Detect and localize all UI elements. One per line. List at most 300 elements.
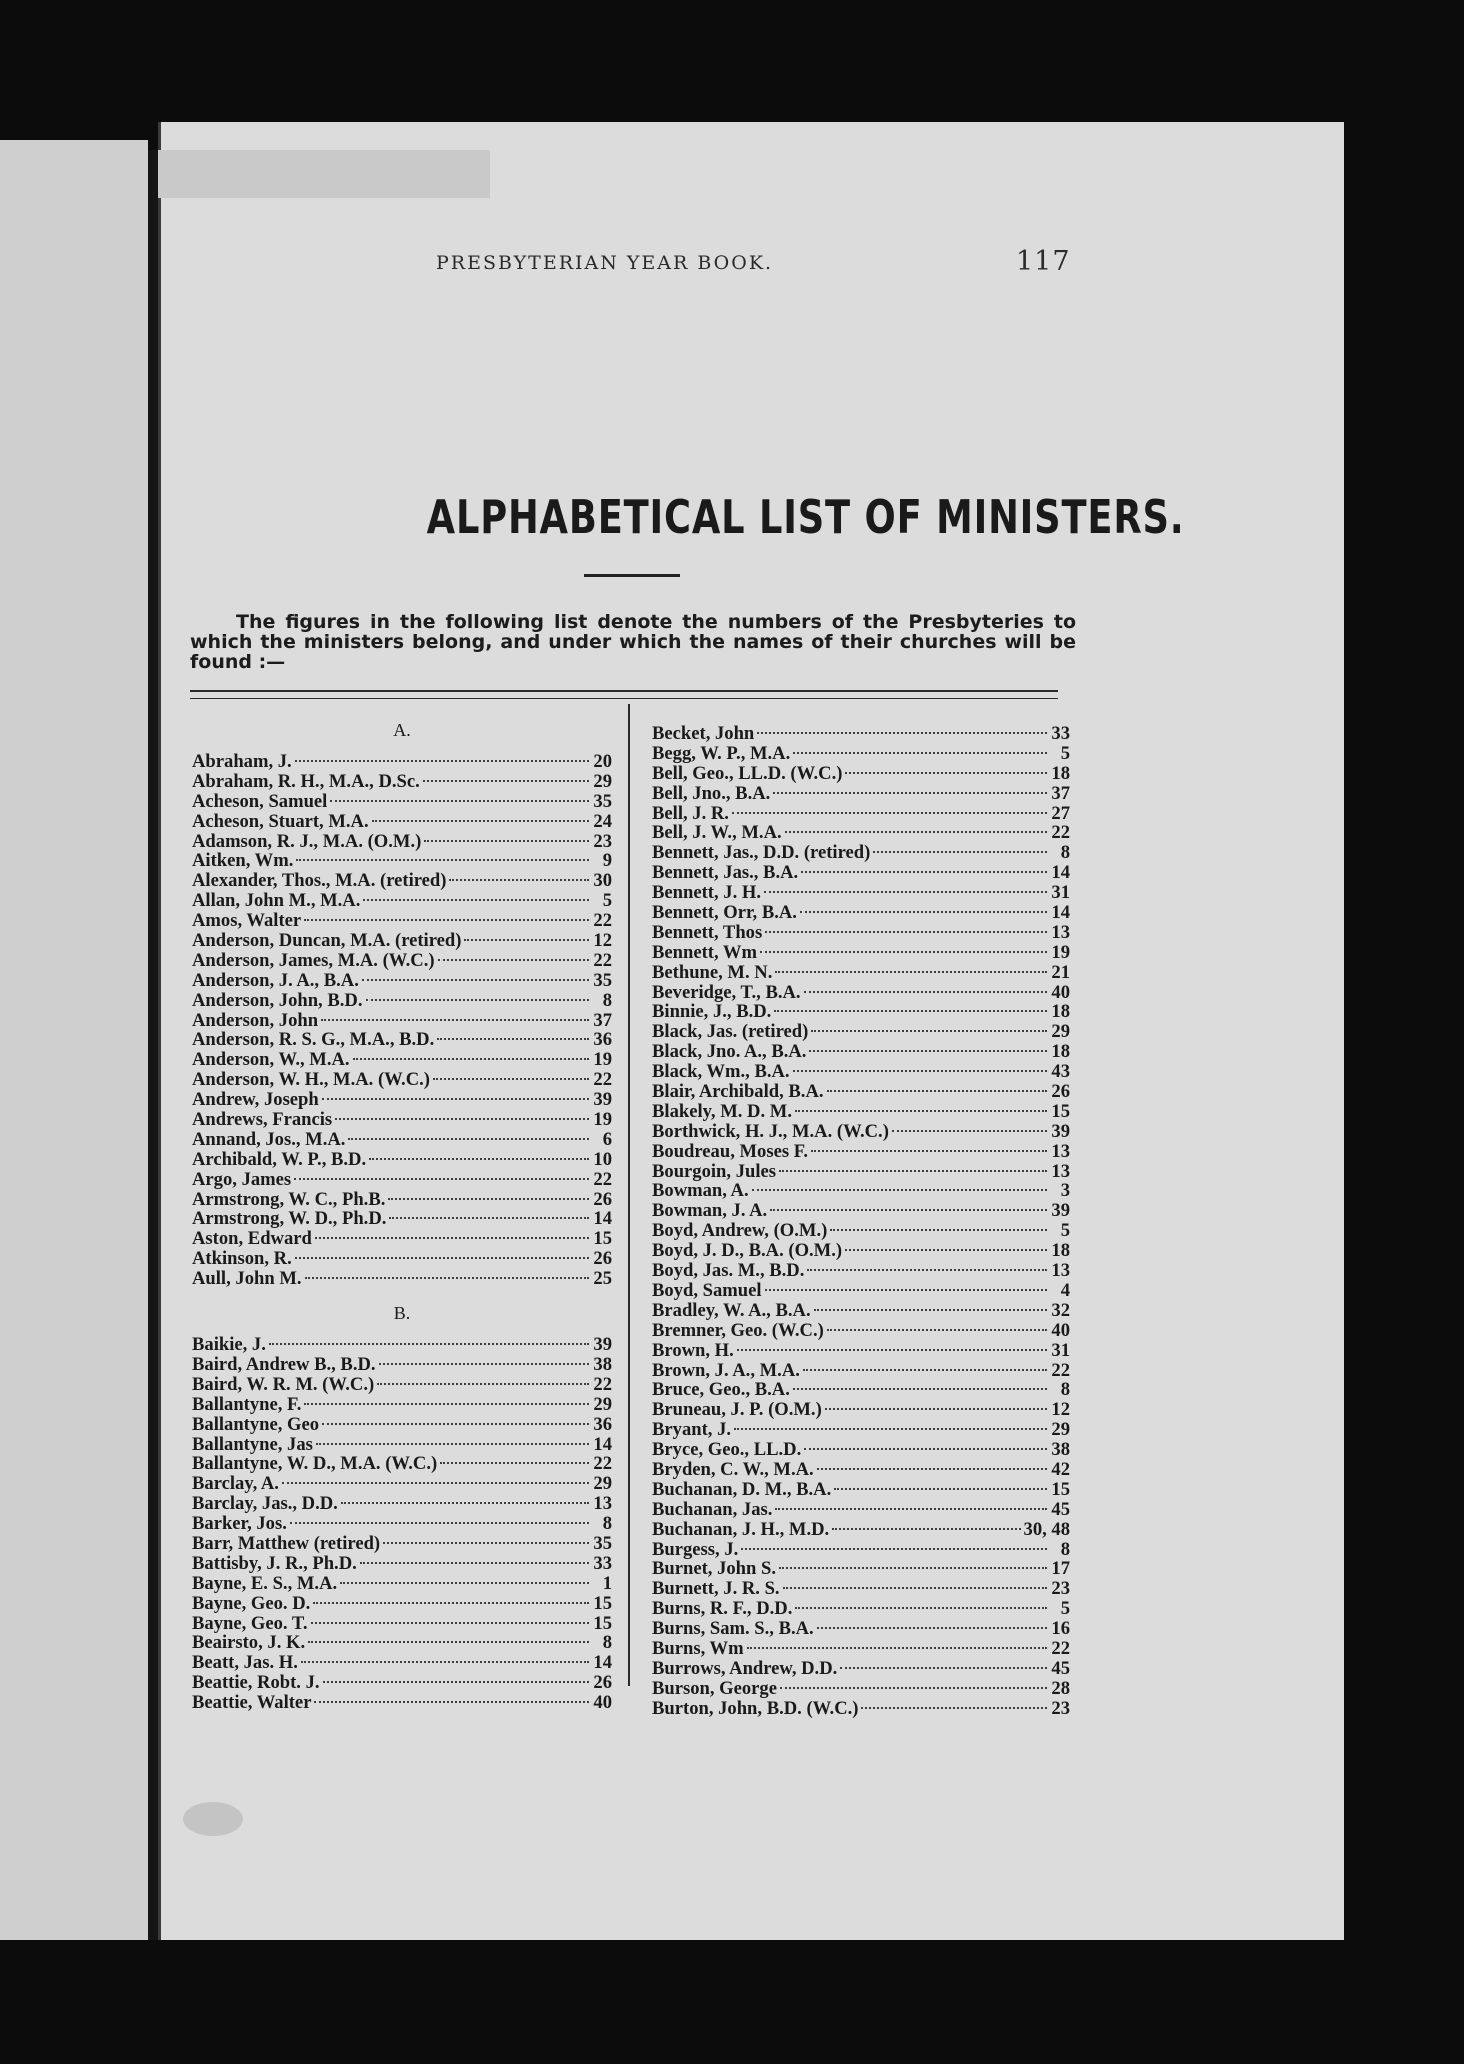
presbytery-number: 26 — [593, 1673, 612, 1694]
list-item — [192, 1395, 612, 1415]
minister-name: Anderson, Duncan, M.A. (retired) — [192, 931, 462, 951]
list-item — [192, 911, 612, 931]
list-item — [652, 1540, 1070, 1560]
presbytery-number: 22 — [593, 950, 612, 971]
minister-name: Abraham, J. — [192, 752, 292, 772]
presbytery-number: 35 — [593, 970, 612, 991]
minister-name: Adamson, R. J., M.A. (O.M.) — [192, 831, 422, 852]
presbytery-number: 30, 48 — [1023, 1519, 1070, 1540]
list-item — [652, 744, 1070, 764]
minister-name: Becket, John — [652, 724, 755, 744]
list-item — [652, 804, 1070, 824]
presbytery-number: 29 — [593, 1474, 612, 1495]
list-item — [192, 891, 612, 911]
dot-leader — [372, 820, 589, 822]
list-item — [192, 971, 612, 991]
presbytery-number: 29 — [593, 1394, 612, 1415]
presbytery-number: 39 — [1051, 1121, 1070, 1142]
presbytery-number: 1 — [602, 1573, 612, 1594]
presbytery-number: 21 — [1051, 962, 1070, 983]
minister-name: Annand, Jos., M.A. — [192, 1129, 346, 1150]
list-item — [192, 1693, 612, 1713]
dot-leader — [295, 760, 589, 762]
minister-name: Brown, J. A., M.A. — [652, 1360, 800, 1381]
list-item — [192, 1474, 612, 1494]
minister-name: Bennett, Wm — [652, 942, 758, 963]
dot-leader — [795, 1607, 1047, 1609]
presbytery-number: 37 — [1051, 783, 1070, 804]
presbytery-number: 22 — [1051, 1638, 1070, 1659]
presbytery-number: 14 — [593, 1653, 612, 1674]
dot-leader — [388, 1198, 589, 1200]
dot-leader — [825, 1408, 1047, 1410]
minister-name: Bennett, Thos — [652, 922, 763, 943]
presbytery-number: 5 — [602, 891, 612, 912]
minister-name: Beveridge, T., B.A. — [652, 982, 801, 1003]
list-item — [652, 1281, 1070, 1301]
list-item — [652, 1699, 1070, 1719]
list-item — [652, 1500, 1070, 1520]
dot-leader — [437, 1038, 589, 1040]
presbytery-number: 22 — [593, 1169, 612, 1190]
minister-name: Bryant, J. — [652, 1420, 732, 1441]
left-column — [192, 720, 612, 1713]
list-item — [652, 1619, 1070, 1639]
dot-leader — [832, 1528, 1020, 1530]
list-item — [192, 1110, 612, 1130]
dot-leader — [269, 1343, 589, 1345]
list-item — [192, 1249, 612, 1269]
minister-name: Bell, J. W., M.A. — [652, 823, 782, 844]
title-rule — [584, 574, 680, 577]
list-item — [192, 1574, 612, 1594]
minister-name: Bayne, E. S., M.A. — [192, 1573, 338, 1594]
dot-leader — [809, 1050, 1047, 1052]
dot-leader — [348, 1138, 589, 1140]
list-item — [652, 1460, 1070, 1480]
minister-name: Bell, J. R. — [652, 803, 729, 824]
minister-name: Burton, John, B.D. (W.C.) — [652, 1698, 859, 1719]
presbytery-number: 38 — [1051, 1440, 1070, 1460]
minister-name: Atkinson, R. — [192, 1249, 292, 1270]
presbytery-number: 13 — [1051, 922, 1070, 943]
dot-leader — [323, 1681, 589, 1683]
dot-leader — [845, 772, 1047, 774]
presbytery-number: 15 — [1051, 1479, 1070, 1500]
dot-leader — [353, 1058, 589, 1060]
list-item — [192, 1070, 612, 1090]
list-item — [652, 823, 1070, 843]
presbytery-number: 5 — [1060, 743, 1070, 764]
presbytery-number: 39 — [593, 1090, 612, 1111]
minister-name: Beairsto, J. K. — [192, 1633, 306, 1654]
dot-leader — [803, 1369, 1047, 1371]
minister-name: Bruce, Geo., B.A. — [652, 1380, 790, 1401]
list-item — [192, 1435, 612, 1455]
presbytery-number: 13 — [1051, 1141, 1070, 1162]
list-item — [652, 1142, 1070, 1162]
minister-name: Boyd, J. D., B.A. (O.M.) — [652, 1241, 843, 1262]
column-divider — [628, 704, 630, 1686]
presbytery-number: 39 — [593, 1335, 612, 1355]
minister-name: Bell, Geo., LL.D. (W.C.) — [652, 763, 843, 784]
minister-name: Abraham, R. H., M.A., D.Sc. — [192, 771, 420, 792]
presbytery-number: 8 — [602, 1514, 612, 1534]
presbytery-number: 33 — [1051, 724, 1070, 744]
dot-leader — [861, 1707, 1047, 1709]
minister-name: Barker, Jos. — [192, 1514, 287, 1534]
dot-leader — [734, 1428, 1047, 1430]
minister-name: Bourgoin, Jules — [652, 1161, 776, 1182]
dot-leader — [389, 1217, 589, 1219]
dot-leader — [282, 1482, 589, 1484]
presbytery-number: 26 — [593, 1249, 612, 1270]
presbytery-number: 15 — [593, 1229, 612, 1250]
dot-leader — [362, 979, 589, 981]
list-item — [652, 1261, 1070, 1281]
minister-name: Brown, H. — [652, 1340, 734, 1361]
list-item — [652, 963, 1070, 983]
minister-name: Anderson, John — [192, 1010, 319, 1031]
dot-leader — [423, 780, 589, 782]
minister-name: Barclay, A. — [192, 1474, 279, 1495]
list-item — [652, 1082, 1070, 1102]
entries-b-list — [192, 1335, 612, 1713]
minister-name: Burson, George — [652, 1678, 777, 1699]
list-item — [192, 1534, 612, 1554]
minister-name: Andrews, Francis — [192, 1110, 333, 1130]
dot-leader — [296, 859, 589, 861]
minister-name: Bradley, W. A., B.A. — [652, 1300, 811, 1321]
presbytery-number: 22 — [593, 1374, 612, 1395]
presbytery-number: 37 — [593, 1010, 612, 1031]
dot-leader — [294, 1178, 589, 1180]
dot-leader — [892, 1130, 1047, 1132]
dot-leader — [313, 1602, 589, 1604]
dot-leader — [737, 1349, 1047, 1351]
dot-leader — [330, 800, 589, 802]
minister-name: Bowman, A. — [652, 1181, 749, 1202]
dot-leader — [747, 1647, 1047, 1649]
list-item — [192, 1011, 612, 1031]
presbytery-number: 35 — [593, 1533, 612, 1554]
dot-leader — [795, 1110, 1047, 1112]
list-item — [652, 903, 1070, 923]
minister-name: Acheson, Samuel — [192, 791, 328, 812]
dot-leader — [464, 939, 589, 941]
minister-name: Aitken, Wm. — [192, 851, 294, 872]
dot-leader — [793, 752, 1047, 754]
presbytery-number: 10 — [593, 1149, 612, 1170]
dot-leader — [827, 1329, 1047, 1331]
dot-leader — [817, 1468, 1047, 1470]
dot-leader — [315, 1237, 589, 1239]
list-item — [192, 1170, 612, 1190]
presbytery-number: 22 — [593, 1454, 612, 1475]
dot-leader — [363, 899, 589, 901]
list-item — [652, 1201, 1070, 1221]
presbytery-number: 13 — [593, 1494, 612, 1515]
list-item — [652, 1162, 1070, 1182]
dot-leader — [811, 1150, 1047, 1152]
dot-leader — [752, 1189, 1047, 1191]
presbytery-number: 32 — [1051, 1300, 1070, 1321]
list-item — [192, 1190, 612, 1210]
right-column — [652, 724, 1070, 1719]
minister-name: Buchanan, J. H., M.D. — [652, 1519, 830, 1540]
presbytery-number: 4 — [1060, 1280, 1070, 1301]
running-title: PRESBYTERIAN YEAR BOOK. — [436, 252, 774, 274]
list-item — [652, 983, 1070, 1003]
dot-leader — [773, 792, 1047, 794]
list-item — [192, 752, 612, 772]
list-item — [192, 1673, 612, 1693]
presbytery-number: 19 — [593, 1050, 612, 1071]
minister-name: Bell, Jno., B.A. — [652, 783, 771, 804]
list-item — [192, 1335, 612, 1355]
list-item — [652, 843, 1070, 863]
minister-name: Bryden, C. W., M.A. — [652, 1459, 814, 1480]
list-item — [192, 851, 612, 871]
list-item — [192, 1494, 612, 1514]
list-item — [192, 951, 612, 971]
dot-leader — [377, 1383, 589, 1385]
presbytery-number: 26 — [593, 1189, 612, 1210]
minister-name: Bennett, Jas., B.A. — [652, 863, 799, 884]
minister-name: Baikie, J. — [192, 1335, 266, 1355]
presbytery-number: 6 — [602, 1129, 612, 1150]
minister-name: Bayne, Geo. T. — [192, 1613, 308, 1634]
minister-name: Bremner, Geo. (W.C.) — [652, 1320, 824, 1341]
minister-name: Burnet, John S. — [652, 1559, 776, 1580]
presbytery-number: 22 — [593, 911, 612, 932]
minister-name: Buchanan, D. M., B.A. — [652, 1479, 832, 1500]
dot-leader — [316, 1443, 589, 1445]
list-item — [652, 1341, 1070, 1361]
list-item — [192, 1090, 612, 1110]
dot-leader — [379, 1363, 589, 1365]
presbytery-number: 8 — [1060, 843, 1070, 864]
presbytery-number: 35 — [593, 791, 612, 812]
presbytery-number: 30 — [593, 871, 612, 892]
facing-page-edge — [0, 140, 148, 1940]
presbytery-number: 40 — [1051, 1320, 1070, 1341]
minister-name: Bennett, Orr, B.A. — [652, 903, 797, 923]
list-item — [652, 1420, 1070, 1440]
presbytery-number: 14 — [593, 1434, 612, 1455]
list-item — [652, 1559, 1070, 1579]
dot-leader — [301, 1661, 589, 1663]
presbytery-number: 12 — [593, 931, 612, 951]
presbytery-number: 14 — [593, 1209, 612, 1230]
dot-leader — [314, 1701, 589, 1703]
dot-leader — [433, 1078, 589, 1080]
minister-name: Beatt, Jas. H. — [192, 1653, 298, 1674]
list-item — [192, 772, 612, 792]
list-item — [192, 1030, 612, 1050]
minister-name: Acheson, Stuart, M.A. — [192, 811, 369, 832]
dot-leader — [321, 1019, 589, 1021]
dot-leader — [308, 1641, 589, 1643]
list-item — [192, 931, 612, 951]
minister-name: Blakely, M. D. M. — [652, 1101, 792, 1122]
list-item — [652, 1042, 1070, 1062]
presbytery-number: 19 — [593, 1110, 612, 1130]
list-item — [652, 1241, 1070, 1261]
minister-name: Anderson, J. A., B.A. — [192, 970, 359, 991]
minister-name: Burrows, Andrew, D.D. — [652, 1658, 838, 1679]
presbytery-number: 18 — [1051, 763, 1070, 784]
list-item — [652, 1361, 1070, 1381]
presbytery-number: 15 — [1051, 1101, 1070, 1122]
presbytery-number: 25 — [593, 1269, 612, 1290]
dot-leader — [424, 840, 589, 842]
minister-name: Burns, R. F., D.D. — [652, 1599, 793, 1620]
presbytery-number: 33 — [593, 1553, 612, 1574]
entries-a-list — [192, 752, 612, 1289]
list-item — [192, 1229, 612, 1249]
presbytery-number: 18 — [1051, 1241, 1070, 1262]
presbytery-number: 45 — [1051, 1658, 1070, 1679]
dot-leader — [804, 1448, 1047, 1450]
presbytery-number: 22 — [593, 1070, 612, 1091]
section-heading-b: B. — [393, 1303, 411, 1324]
list-item — [652, 1639, 1070, 1659]
minister-name: Anderson, W. H., M.A. (W.C.) — [192, 1070, 430, 1091]
dot-leader — [760, 951, 1047, 953]
minister-name: Battisby, J. R., Ph.D. — [192, 1553, 357, 1574]
dot-leader — [290, 1522, 589, 1524]
entries-right-list — [652, 724, 1070, 1719]
list-item — [652, 883, 1070, 903]
dot-leader — [770, 1209, 1047, 1211]
dot-leader — [369, 1158, 589, 1160]
list-item — [652, 1679, 1070, 1699]
dot-leader — [340, 1582, 589, 1584]
minister-name: Armstrong, W. D., Ph.D. — [192, 1209, 387, 1230]
section-divider-rule — [190, 690, 1058, 699]
minister-name: Anderson, W., M.A. — [192, 1050, 350, 1071]
minister-name: Ballantyne, W. D., M.A. (W.C.) — [192, 1454, 438, 1475]
list-item — [192, 1594, 612, 1614]
list-item — [192, 812, 612, 832]
dot-leader — [774, 1010, 1047, 1012]
list-item — [652, 1579, 1070, 1599]
dot-leader — [873, 851, 1047, 853]
presbytery-number: 17 — [1051, 1559, 1070, 1580]
dot-leader — [834, 1488, 1047, 1490]
presbytery-number: 23 — [1051, 1579, 1070, 1600]
minister-name: Bayne, Geo. D. — [192, 1593, 311, 1614]
minister-name: Aston, Edward — [192, 1229, 312, 1250]
dot-leader — [732, 812, 1047, 814]
dot-leader — [817, 1627, 1047, 1629]
dot-leader — [775, 971, 1047, 973]
page-fold-tab — [158, 150, 490, 198]
presbytery-number: 14 — [1051, 863, 1070, 884]
minister-name: Begg, W. P., M.A. — [652, 743, 791, 764]
dot-leader — [360, 1562, 589, 1564]
list-item — [192, 1554, 612, 1574]
minister-name: Armstrong, W. C., Ph.B. — [192, 1189, 386, 1210]
presbytery-number: 23 — [1051, 1698, 1070, 1719]
minister-name: Black, Jas. (retired) — [652, 1022, 809, 1043]
minister-name: Allan, John M., M.A. — [192, 891, 361, 912]
dot-leader — [305, 1277, 589, 1279]
dot-leader — [845, 1249, 1047, 1251]
minister-name: Burns, Sam. S., B.A. — [652, 1619, 814, 1639]
page-stain — [183, 1802, 243, 1836]
list-item — [652, 1400, 1070, 1420]
minister-name: Boudreau, Moses F. — [652, 1141, 809, 1162]
presbytery-number: 26 — [1051, 1082, 1070, 1102]
dot-leader — [440, 1462, 589, 1464]
dot-leader — [311, 1622, 589, 1624]
presbytery-number: 14 — [1051, 903, 1070, 923]
presbytery-number: 36 — [593, 1414, 612, 1435]
minister-name: Bennett, J. H. — [652, 883, 761, 904]
dot-leader — [765, 931, 1047, 933]
presbytery-number: 29 — [593, 771, 612, 792]
presbytery-number: 8 — [1060, 1539, 1070, 1560]
list-item — [192, 991, 612, 1011]
minister-name: Black, Wm., B.A. — [652, 1062, 790, 1083]
list-item — [652, 1181, 1070, 1201]
minister-name: Ballantyne, F. — [192, 1394, 302, 1415]
list-item — [192, 1209, 612, 1229]
minister-name: Barclay, Jas., D.D. — [192, 1494, 338, 1515]
list-item — [192, 1653, 612, 1673]
presbytery-number: 22 — [1051, 823, 1070, 844]
minister-name: Binnie, J., B.D. — [652, 1002, 772, 1023]
list-item — [652, 1022, 1070, 1042]
dot-leader — [335, 1118, 589, 1120]
minister-name: Bethune, M. N. — [652, 962, 773, 983]
list-item — [192, 1514, 612, 1534]
minister-name: Burgess, J. — [652, 1539, 739, 1560]
dot-leader — [449, 879, 589, 881]
presbytery-number: 43 — [1051, 1062, 1070, 1083]
presbytery-number: 8 — [602, 1633, 612, 1654]
dot-leader — [322, 1098, 589, 1100]
dot-leader — [804, 991, 1047, 993]
presbytery-number: 16 — [1051, 1619, 1070, 1639]
minister-name: Blair, Archibald, B.A. — [652, 1082, 824, 1102]
presbytery-number: 31 — [1051, 883, 1070, 904]
minister-name: Amos, Walter — [192, 911, 302, 932]
dot-leader — [438, 959, 589, 961]
dot-leader — [801, 871, 1047, 873]
list-item — [192, 1130, 612, 1150]
dot-leader — [785, 831, 1047, 833]
presbytery-number: 23 — [593, 831, 612, 852]
list-item — [192, 1614, 612, 1634]
list-item — [192, 832, 612, 852]
minister-name: Barr, Matthew (retired) — [192, 1533, 381, 1554]
presbytery-number: 19 — [1051, 942, 1070, 963]
section-heading-a: A. — [393, 720, 411, 740]
list-item — [652, 1599, 1070, 1619]
dot-leader — [793, 1388, 1047, 1390]
presbytery-number: 24 — [593, 811, 612, 832]
list-item — [652, 943, 1070, 963]
list-item — [192, 1050, 612, 1070]
dot-leader — [757, 732, 1047, 734]
list-item — [652, 1102, 1070, 1122]
dot-leader — [780, 1687, 1047, 1689]
list-item — [652, 1321, 1070, 1341]
list-item — [192, 1633, 612, 1653]
